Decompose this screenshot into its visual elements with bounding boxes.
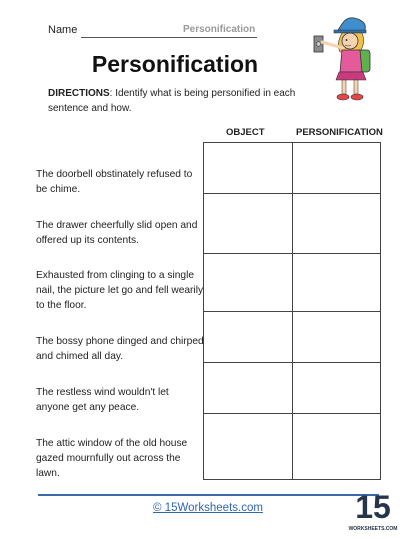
worksheets-logo: [348, 486, 398, 534]
grid-row-divider: [204, 362, 380, 363]
directions-body: : Identify what is being personified in each sentence and how.: [48, 88, 296, 114]
sentence-3: Exhausted from clinging to a single nail, the picture let go and fell wearily to the floor.: [36, 270, 204, 311]
name-label: Name: [48, 24, 78, 36]
directions-text: [48, 86, 320, 116]
name-blank-line[interactable]: [81, 37, 257, 38]
sentence-4: The bossy phone dinged and chirped and chimed all day.: [36, 336, 204, 362]
sentence-2: The drawer cheerfully slid open and offered up its contents.: [36, 220, 198, 246]
sentence-1: The doorbell obstinately refused to be chime.: [36, 169, 193, 195]
footer-divider: [38, 494, 379, 496]
grid-row-divider: [204, 193, 380, 194]
logo-text: WORKSHEETS.COM: [348, 526, 398, 532]
sentence-6: The attic window of the old house gazed mournfully out across the lawn.: [36, 438, 188, 479]
directions-label: DIRECTIONS: [48, 88, 110, 99]
grid-row-divider: [204, 413, 380, 414]
sentence-5: The restless wind wouldn't let anyone get any peace.: [36, 387, 169, 413]
worksheet-topic-label: Personification: [183, 24, 256, 35]
grid-row-divider: [204, 311, 380, 312]
answer-grid: [203, 142, 381, 480]
page-title: Personification: [91, 51, 259, 77]
logo-number: 15: [355, 489, 391, 525]
copyright-link[interactable]: © 15Worksheets.com: [153, 502, 263, 514]
column-header-personification: PERSONIFICATION: [296, 127, 383, 138]
column-header-object: OBJECT: [226, 127, 265, 138]
grid-row-divider: [204, 253, 380, 254]
